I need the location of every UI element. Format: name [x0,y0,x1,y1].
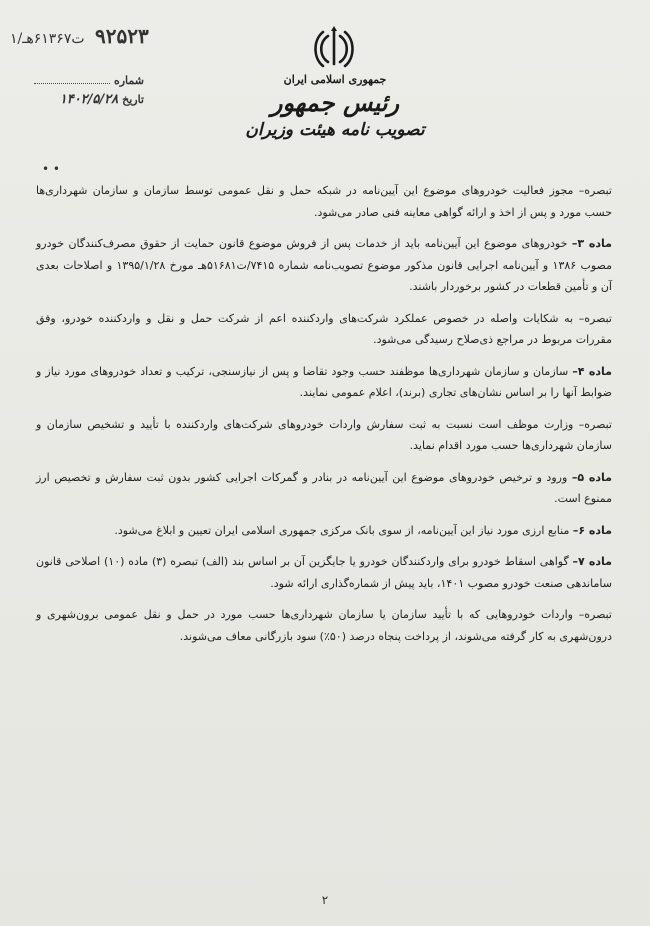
paragraph-text: تبصره– مجوز فعالیت خودروهای موضوع این آیین‌نامه در شبکه حمل و نقل عمومی توسط سازمان و سازمان شهرداری‌ها حسب مورد و پس از اخذ و ارائه گواهی معاینه فنی صادر می‌شود. [36,184,612,219]
date-row [34,92,144,110]
paragraph-lead: ماده ۳– [571,237,612,250]
paragraph-text: گواهی اسقاط خودرو برای واردکنندگان خودرو یا جایگزین آن بر اساس بند (الف) تبصره (۳) ماده (۱۰) اصلاحی قانون ساماندهی صنعت خودرو مصوب ۱۴۰۱، باید پیش از شماره‌گذاری ارائه شود. [36,555,612,590]
reference-number-main: ۹۲۵۲۳ [94,24,149,48]
number-dotted-line [34,75,110,84]
reference-number [10,24,149,48]
paragraph [36,551,612,594]
paragraph [36,604,612,647]
number-date-block [34,74,144,110]
paragraph-lead: ماده ۶– [572,523,612,537]
paragraph [36,414,612,457]
country-name: جمهوری اسلامی ایران [283,73,387,86]
paragraph-text: تبصره– وزارت موظف است نسبت به ثبت سفارش واردات خودروهای شرکت‌های واردکننده با تأیید و تشخیص سازمان و سازمان شهرداری‌ها حسب مورد اقدام نماید. [36,417,612,452]
paragraph-text: سازمان و سازمان شهرداری‌ها موظفند حسب وجود تقاضا و پس از نیازسنجی، ترکیب و تعداد خودروهای مورد نیاز و ضوابط آنها را بر اساس نشان‌های تجاری (برند)، اعلام عمومی نمایند. [36,364,612,399]
number-row [34,74,144,92]
paragraph-text: خودروهای موضوع این آیین‌نامه باید از خدمات پس از فروش موضوع قانون حمایت از حقوق مصرف‌کنندگان خودرو مصوب ۱۳۸۶ و آیین‌نامه اجرایی قانون مذکور موضوع تصویب‌نامه شماره ۷۴۱۵/ت۵۱۶۸۱هـ مورخ ۱۳۹۵/۱/۲۸ و اصلاحات بعدی آن و تأمین قطعات در کشور برخوردار باشند. [36,237,612,293]
paragraph [36,233,612,298]
paragraph-text: ورود و ترخیص خودروهای موضوع این آیین‌نامه در بنادر و گمرکات اجرایی کشور بدون ثبت سفارش و تخصیص ارز ممنوع است. [36,470,612,505]
paragraph [36,361,612,404]
paragraph-text: تبصره– واردات خودروهایی که با تأیید سازمان یا سازمان شهرداری‌ها حسب مورد در حمل و نقل عمومی برون‌شهری و درون‌شهری به کار گرفته می‌شوند، از پرداخت پنجاه درصد (۵۰٪) سود بازرگانی معاف می‌شوند. [36,608,612,643]
office-title: رئیس جمهور [270,88,400,117]
paragraph-lead: ماده ۵– [571,470,612,484]
iran-emblem-icon [311,24,357,70]
reference-code: ت۶۱۳۶۷هـ/۱ [10,31,85,47]
paragraph-text: تبصره– به شکایات واصله در خصوص عملکرد شرکت‌های واردکننده اعم از شرکت حمل و نقل و واردکننده خودرو، وفق مقررات مربوط در مراجع ذی‌صلاح رسیدگی می‌شود. [36,311,612,346]
paragraph-text: منابع ارزی مورد نیاز این آیین‌نامه، از سوی بانک مرکزی جمهوری اسلامی ایران تعیین و ابلاغ می‌شود. [114,523,573,537]
paragraph [36,520,612,542]
paragraph [36,308,612,351]
paragraph [36,180,612,223]
paragraph-lead: ماده ۷– [572,555,612,568]
page-number: ۲ [321,893,329,907]
date-value: ۱۴۰۲/۵/۲۸ [59,92,119,107]
document-subtitle: تصویب نامه هیئت وزیران [245,120,425,140]
number-label: شماره [113,74,144,87]
decorative-dots: • • [42,162,60,176]
document-body [36,180,612,657]
date-label: تاریخ [122,93,144,106]
paragraph-lead: ماده ۴– [572,364,612,378]
paragraph [36,467,612,510]
